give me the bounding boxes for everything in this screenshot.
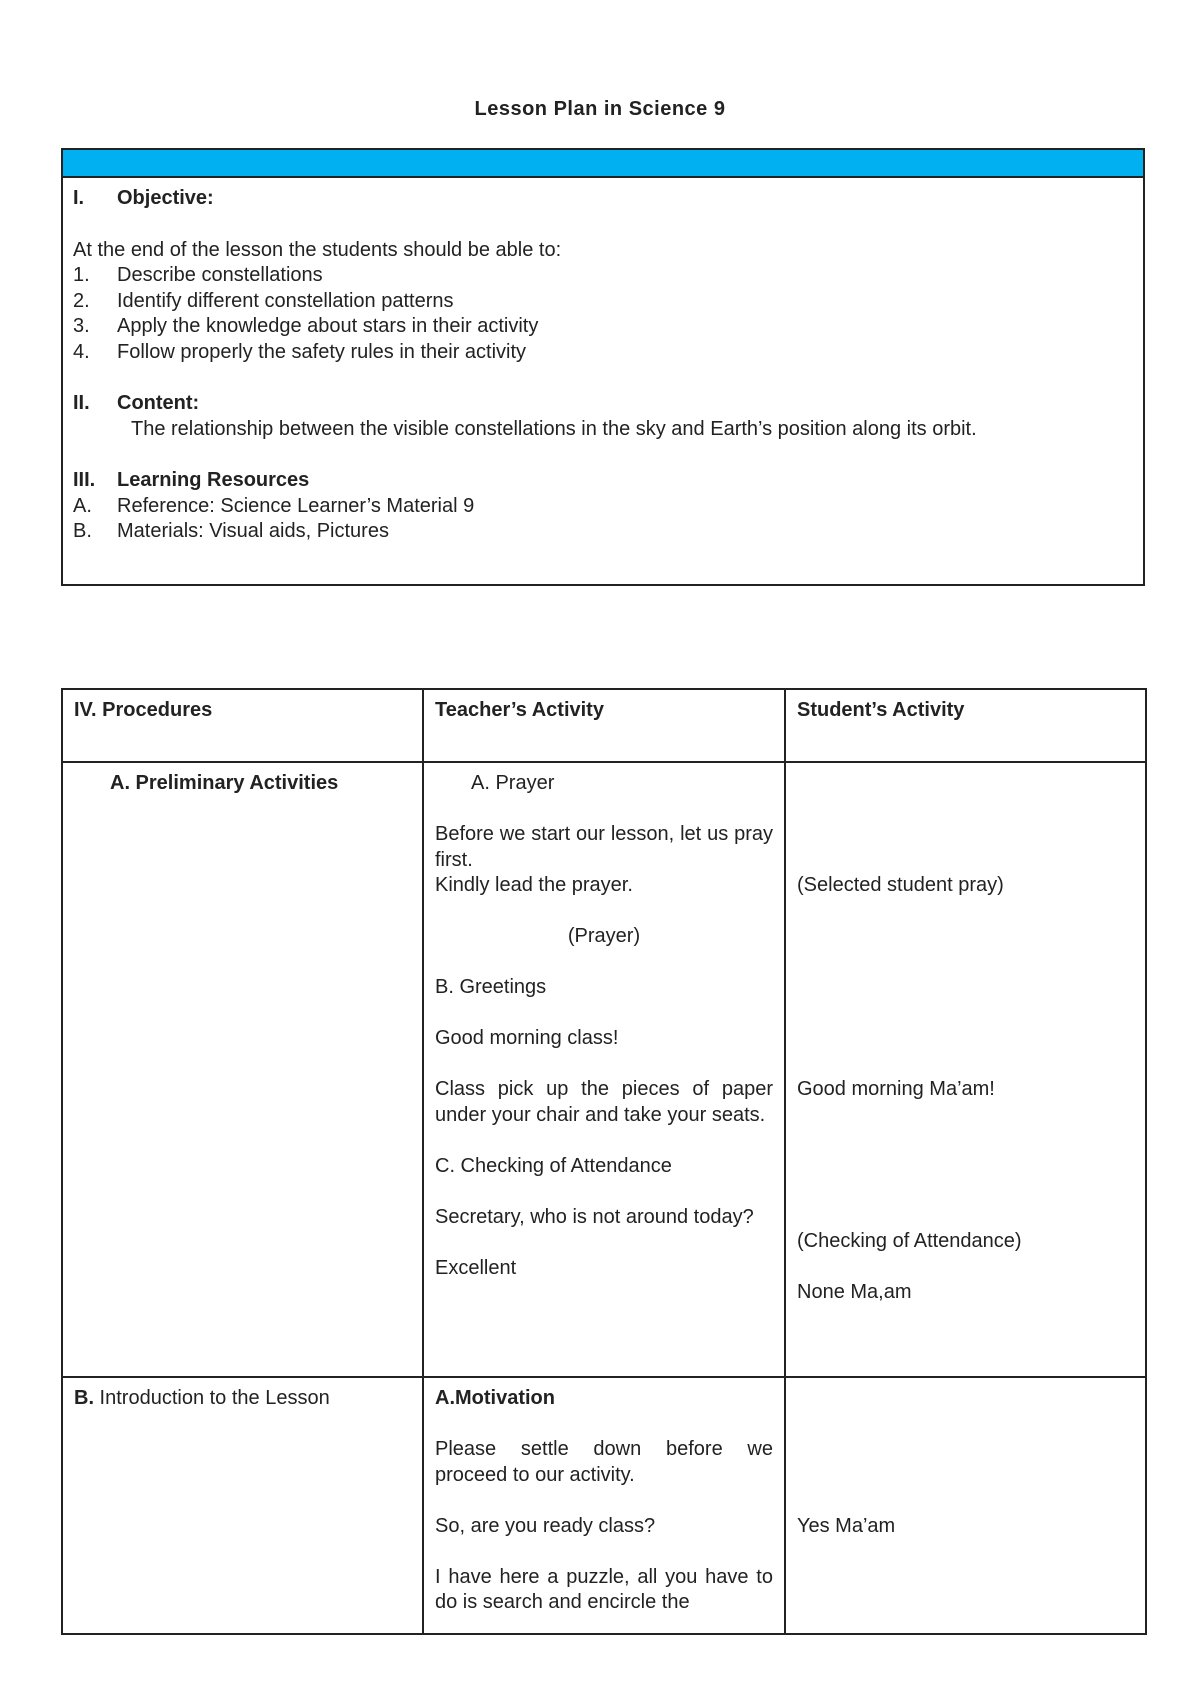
puzzle-text: I have here a puzzle, all you have to do is search and encircle the: [435, 1565, 773, 1613]
table-header-row: [62, 689, 1146, 762]
prayer: (Prayer): [567, 925, 641, 947]
prelim-student-cell: [785, 762, 1146, 1377]
header-procedures: IV. Procedures: [62, 689, 423, 762]
objective-item: 1. Describe constellations: [73, 264, 323, 286]
intro-student-cell: [785, 1377, 1146, 1634]
table-row: [62, 762, 1146, 1377]
prayer-heading: A. Prayer: [471, 772, 555, 794]
student-yes: Yes Ma’am: [797, 1515, 896, 1537]
pick-up-instruction: Class pick up the pieces of paper under your chair and take your seats.: [435, 1078, 773, 1126]
intro-label: Introduction to the Lesson: [94, 1387, 330, 1409]
objectives-box: [61, 148, 1145, 586]
settle-text: Please settle down before we proceed to our activity.: [435, 1438, 773, 1486]
attendance-heading: C. Checking of Attendance: [435, 1154, 672, 1177]
objective-item: 2. Identify different constellation patterns: [73, 289, 454, 312]
header-teacher: Teacher’s Activity: [423, 689, 785, 762]
secretary-question: Secretary, who is not around today?: [435, 1205, 754, 1228]
prelim-teacher-cell: [423, 762, 785, 1377]
header-bar: [63, 150, 1143, 178]
objective-intro: At the end of the lesson the students should be able to:: [73, 238, 562, 261]
resource-item: A. Reference: Science Learner’s Material 9: [73, 494, 475, 517]
objective-heading: I. Objective:: [73, 187, 214, 209]
objective-item: 3. Apply the knowledge about stars in their activity: [73, 315, 539, 337]
content-text: The relationship between the visible constellations in the sky and Earth’s position along its orbit.: [131, 417, 977, 440]
intro-teacher-cell: [423, 1377, 785, 1634]
greetings-heading: B. Greetings: [435, 976, 547, 998]
objective-item: 4. Follow properly the safety rules in their activity: [73, 340, 527, 363]
procedures-table: [61, 688, 1147, 1635]
prayer-text: Before we start our lesson, let us pray first.: [435, 823, 773, 871]
student-greeting: Good morning Ma’am!: [797, 1077, 995, 1100]
prelim-label: A. Preliminary Activities: [110, 772, 339, 794]
intro-cell: B. Introduction to the Lesson: [62, 1377, 423, 1634]
resource-item: B. Materials: Visual aids, Pictures: [73, 520, 389, 542]
table-row: [62, 1377, 1146, 1634]
document-title: Lesson Plan in Science 9: [474, 98, 726, 120]
content-heading: II. Content:: [73, 392, 200, 414]
prelim-cell: [62, 762, 423, 1377]
ready-question: So, are you ready class?: [435, 1514, 656, 1537]
header-student: Student’s Activity: [785, 689, 1146, 762]
excellent: Excellent: [435, 1256, 517, 1279]
student-pray: (Selected student pray): [797, 874, 1004, 896]
student-attendance: (Checking of Attendance): [797, 1230, 1022, 1252]
greeting: Good morning class!: [435, 1027, 619, 1049]
student-none: None Ma,am: [797, 1281, 912, 1303]
lead-prayer: Kindly lead the prayer.: [435, 874, 633, 896]
motivation-heading: A.Motivation: [435, 1387, 555, 1409]
resources-heading: III. Learning Resources: [73, 469, 310, 491]
